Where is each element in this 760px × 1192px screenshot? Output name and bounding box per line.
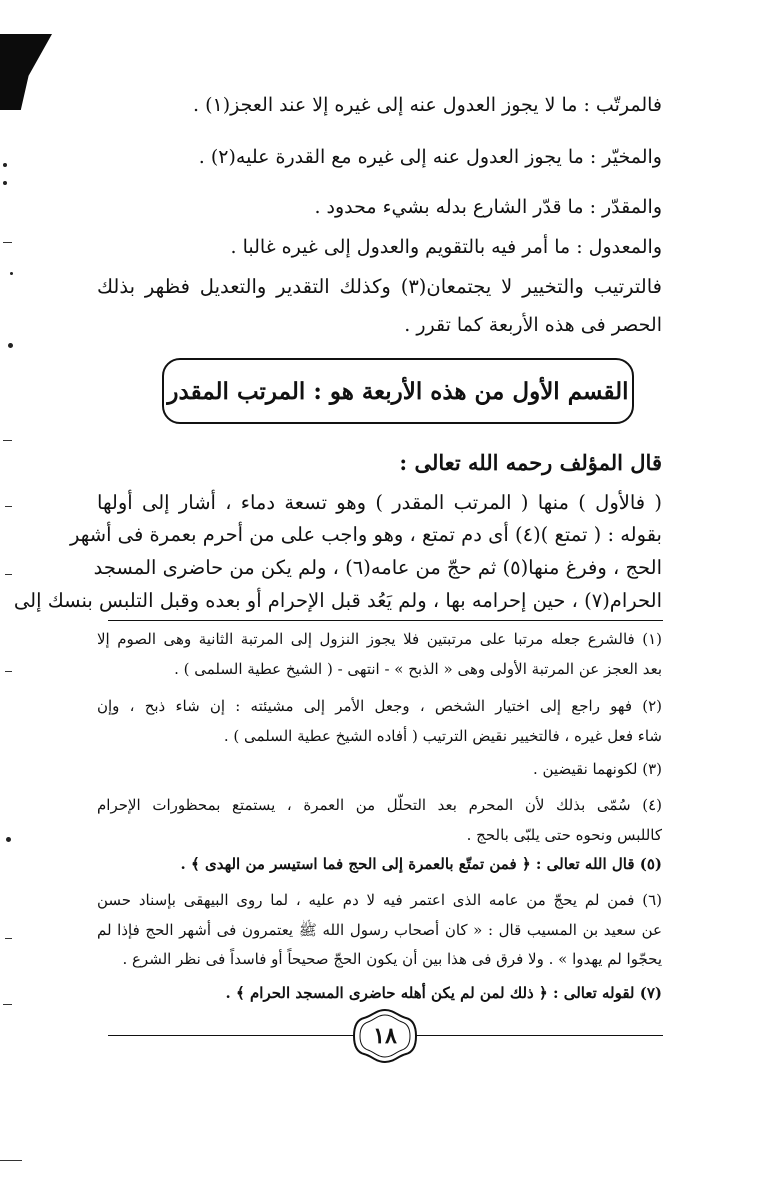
footnote-3: (٣) لكونهما نقيضين . (532, 760, 662, 778)
paragraph-line: الحرام(٧) ، حين إحرامه بها ، ولم يَعُد قبل الإحرام أو بعده وقبل التلبس بنسك إلى (13, 589, 662, 612)
scan-speck (10, 272, 13, 275)
scan-tick (3, 440, 12, 441)
footnote-4: (٤) سُمّى بذلك لأن المحرم بعد التحلّل من العمرة ، يستمتع بمحظورات الإحرام (97, 796, 662, 814)
paragraph-line: الحج ، وفرغ منها(٥) ثم حجّ من عامه(٦) ، ولم يكن من حاضرى المسجد (93, 556, 662, 579)
footnote-6-cont: يحجّوا لم يهدوا » . ولا فرق فى هذا بين أن يكون الحجّ صحيحاً أو فاسداً فى نظر الشرع . (122, 950, 662, 968)
scan-speck (8, 343, 13, 348)
scan-speck (3, 181, 7, 185)
footnote-6-cont: عن سعيد بن المسيب قال : « كان أصحاب رسول الله ﷺ يعتمرون فى أشهر الحج فإذا لم (97, 921, 662, 939)
footnote-5: (٥) قال الله تعالى : ﴿ فمن تمتّع بالعمرة إلى الحج فما استيسر من الهدى ﴾ . (180, 855, 662, 873)
page-number-ornament (350, 1006, 420, 1066)
author-heading: قال المؤلف رحمه الله تعالى : (399, 450, 662, 475)
body-line: الحصر فى هذه الأربعة كما تقرر . (404, 314, 662, 336)
footnote-1: (١) فالشرع جعله مرتبا على مرتبتين فلا يجوز النزول إلى المرتبة الثانية وهى الصوم إلا (97, 630, 662, 648)
scan-tick (3, 242, 12, 243)
page-number: ١٨ (373, 1023, 397, 1049)
scan-tick (5, 938, 12, 939)
section-title-box (162, 358, 634, 424)
scan-speck (6, 837, 11, 842)
body-line: فالترتيب والتخيير لا يجتمعان(٣) وكذلك التقدير والتعديل فظهر بذلك (97, 275, 663, 298)
scan-tick (5, 574, 12, 575)
scan-tick (5, 671, 12, 672)
footnote-4-cont: كاللبس ونحوه حتى يلبّى بالحج . (466, 826, 662, 844)
section-title: القسم الأول من هذه الأربعة هو : المرتب المقدر (167, 377, 629, 405)
footnote-divider (108, 620, 663, 621)
scan-corner-mark (0, 34, 52, 110)
footnote-2: (٢) فهو راجع إلى اختيار الشخص ، وجعل الأمر إلى مشيئته : إن شاء ذبح ، وإن (97, 697, 662, 715)
paragraph-line: ( فالأول ) منها ( المرتب المقدر ) وهو تسعة دماء ، أشار إلى أولها (97, 491, 662, 514)
footnote-1-cont: بعد العجز عن المرتبة الأولى وهى « الذبح » - انتهى - ( الشيخ عطية السلمى ) . (174, 660, 662, 678)
scan-tick (0, 1160, 22, 1161)
footnote-7: (٧) لقوله تعالى : ﴿ ذلك لمن لم يكن أهله حاضرى المسجد الحرام ﴾ . (225, 984, 662, 1002)
body-line: فالمرتّب : ما لا يجوز العدول عنه إلى غيره إلا عند العجز(١) . (193, 94, 662, 116)
footnote-2-cont: شاء فعل غيره ، فالتخيير نقيض الترتيب ( أفاده الشيخ عطية السلمى ) . (223, 727, 662, 745)
body-line: والمخيّر : ما يجوز العدول عنه إلى غيره مع القدرة عليه(٢) . (198, 146, 662, 168)
body-line: والمقدّر : ما قدّر الشارع بدله بشيء محدود . (314, 196, 662, 218)
paragraph-line: بقوله : ( تمتع )(٤) أى دم تمتع ، وهو واجب على من أحرم بعمرة فى أشهر (69, 523, 662, 546)
body-line: والمعدول : ما أمر فيه بالتقويم والعدول إلى غيره غالبا . (230, 236, 662, 258)
scan-tick (3, 1004, 12, 1005)
footnote-6: (٦) فمن لم يحجّ من عامه الذى اعتمر فيه لا دم عليه ، لما روى البيهقى بإسناد حسن (97, 891, 662, 909)
scan-speck (3, 163, 7, 167)
scan-tick (5, 506, 12, 507)
